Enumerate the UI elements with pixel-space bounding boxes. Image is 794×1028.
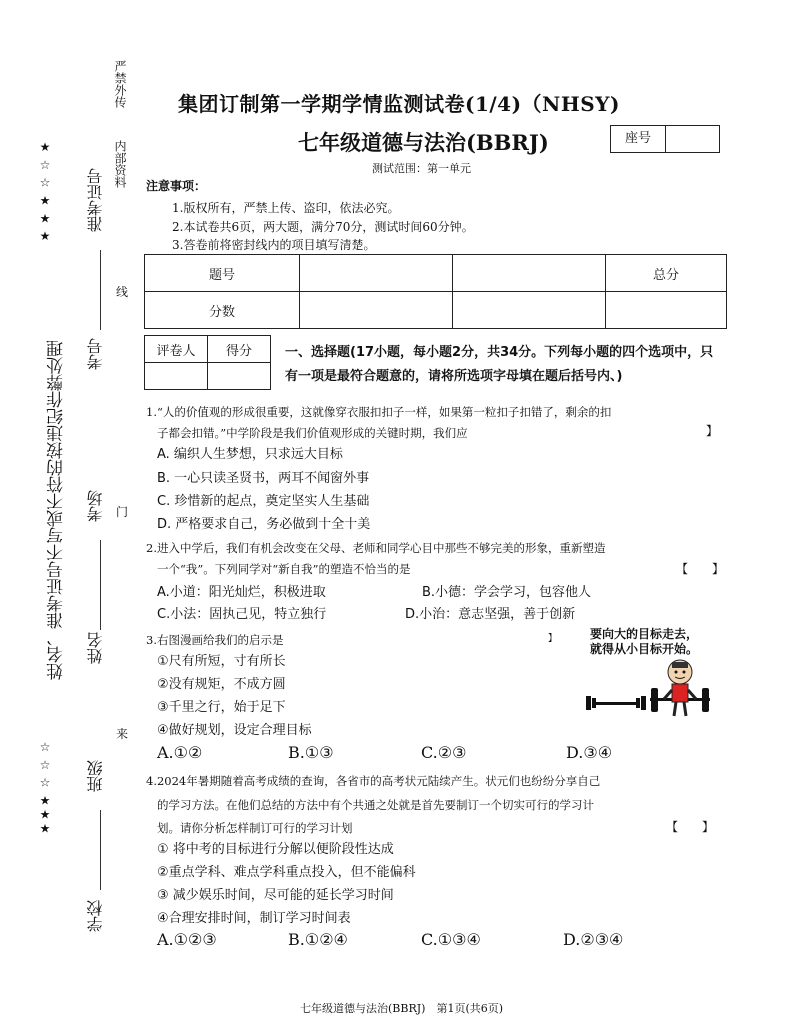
score-cell[interactable] — [300, 255, 453, 292]
q2-stem-line2: 一个“我”。下列同学对“新自我”的塑造不恰当的是 — [157, 562, 411, 576]
subject-title: 七年级道德与法治(BBRJ) — [298, 130, 549, 155]
grader-table — [144, 335, 271, 390]
q1-option-d[interactable]: D. 严格要求自己，务必做到十全十美 — [157, 517, 371, 532]
q4-stem-line3: 划。请你分析怎样制订可行的学习计划 — [157, 821, 353, 835]
seat-number-label: 座号 — [611, 126, 666, 152]
weightlifter-cartoon — [584, 658, 714, 720]
school-label: 学校 — [86, 900, 105, 932]
q1-answer-bracket[interactable]: 】 — [706, 424, 719, 438]
q2-answer-bracket[interactable]: 【 】 — [676, 562, 725, 576]
q1-stem-line1: 1.“人的价值观的形成很重要，这就像穿衣服扣扣子一样，如果第一粒扣子扣错了，剩余的扣 — [146, 405, 612, 419]
q2-option-a[interactable]: A.小道：阳光灿烂，积极进取 — [157, 585, 326, 600]
q1-stem-line2: 子都会扣错。”中学阶段是我们价值观形成的关键时期，我们应 — [157, 426, 468, 440]
q4-stem-line2: 的学习方法。在他们总结的方法中有个共通之处就是首先要制订一个切实可行的学习计 — [157, 798, 594, 812]
q3-item-2: ②没有规矩，不成方圆 — [157, 677, 286, 692]
notice-item: 2.本试卷共6页，两大题，满分70分，测试时间60分钟。 — [172, 220, 474, 234]
cartoon-caption-line: 要向大的目标走去， — [590, 627, 699, 641]
q4-item-4: ④合理安排时间，制订学习时间表 — [157, 911, 351, 926]
star-decor-top: ★ ☆ ☆ ★ ★ ★ — [38, 140, 52, 244]
q4-option-b[interactable]: B.①②④ — [288, 930, 348, 949]
q3-stem: 3.右图漫画给我们的启示是 — [146, 633, 284, 647]
cartoon-caption — [590, 627, 698, 657]
q4-item-3: ③ 减少娱乐时间，尽可能的延长学习时间 — [157, 888, 394, 903]
q3-item-3: ③千里之行，始于足下 — [157, 700, 286, 715]
points-cell[interactable] — [208, 363, 271, 390]
q4-stem-line1: 4.2024年暑期随着高考成绩的查询，各省市的高考状元陆续产生。状元们也纷纷分享自己 — [146, 774, 601, 788]
grader-cell[interactable] — [145, 363, 208, 390]
question-no-header: 题号 — [145, 255, 300, 292]
page-footer: 七年级道德与法治(BBRJ) 第1页(共6页) — [300, 1002, 504, 1015]
q3-item-1: ①尺有所短，寸有所长 — [157, 654, 286, 669]
notice-title: 注意事项： — [146, 179, 207, 193]
score-table — [144, 254, 727, 329]
q3-item-4: ④做好规划，设定合理目标 — [157, 723, 312, 738]
score-cell[interactable] — [453, 292, 606, 329]
margin-underline — [100, 540, 101, 630]
q4-item-2: ②重点学科、难点学科重点投入，但不能偏科 — [157, 865, 416, 880]
q4-option-c[interactable]: C.①③④ — [421, 930, 481, 949]
q2-option-b[interactable]: B.小德：学会学习，包容他人 — [422, 585, 592, 600]
exam-id-label: 准考证号 — [86, 168, 105, 232]
paper-title: 集团订制第一学期学情监测试卷(1/4)（NHSY) — [178, 92, 620, 116]
q3-option-b[interactable]: B.①③ — [288, 743, 334, 762]
q1-option-a[interactable]: A. 编织人生梦想，只求远大目标 — [157, 447, 343, 462]
internal-label: 内部资料 — [113, 140, 127, 188]
grader-header: 评卷人 — [145, 336, 208, 363]
exam-no-label: 考号 — [86, 338, 105, 370]
notice-item: 1.版权所有，严禁上传、盗印，依法必究。 — [172, 201, 400, 215]
score-cell[interactable] — [300, 292, 453, 329]
q4-item-1: ① 将中考的目标进行分解以便阶段性达成 — [157, 842, 394, 857]
top-secret-label: 严禁外传 — [113, 60, 127, 108]
room-label: 考场 — [86, 490, 105, 522]
q3-mark: 】 — [548, 634, 558, 644]
q3-option-d[interactable]: D.③④ — [566, 743, 613, 762]
margin-underline — [100, 810, 101, 890]
class-label: 班级 — [86, 760, 105, 792]
points-header: 得分 — [208, 336, 271, 363]
test-range: 测试范围：第一单元 — [372, 162, 471, 175]
q1-option-b[interactable]: B. 一心只读圣贤书，两耳不闻窗外事 — [157, 471, 370, 486]
notice-item: 3.答卷前将密封线内的项目填写清楚。 — [172, 238, 376, 252]
q4-answer-bracket[interactable]: 【 】 — [666, 820, 715, 834]
q2-option-d[interactable]: D.小治：意志坚强，善于创新 — [405, 607, 576, 622]
seal-line-char: 线 — [116, 285, 129, 299]
total-header: 总分 — [606, 255, 727, 292]
seal-come-char: 来 — [116, 727, 129, 741]
warning-text: 姓名、准考证号不写或不符的按违纪作弊处理 — [47, 340, 67, 680]
margin-underline — [100, 250, 101, 330]
q4-option-d[interactable]: D.②③④ — [563, 930, 624, 949]
seat-number-box[interactable] — [610, 125, 720, 153]
q3-option-a[interactable]: A.①② — [157, 743, 203, 762]
q2-option-c[interactable]: C.小法：固执己见，特立独行 — [157, 607, 327, 622]
score-row-header: 分数 — [145, 292, 300, 329]
seal-door-char: 门 — [116, 505, 129, 519]
q1-option-c[interactable]: C. 珍惜新的起点，奠定坚实人生基础 — [157, 494, 370, 509]
q4-option-a[interactable]: A.①②③ — [157, 930, 217, 949]
name-label: 姓名 — [86, 632, 105, 664]
star-decor-bottom: ☆ ☆ ☆ ★★★ — [38, 740, 52, 836]
q3-option-c[interactable]: C.②③ — [421, 743, 467, 762]
cartoon-caption-line: 就得从小目标开始。 — [590, 642, 699, 656]
total-score-cell[interactable] — [606, 292, 727, 329]
q2-stem-line1: 2.进入中学后，我们有机会改变在父母、老师和同学心目中那些不够完美的形象，重新塑造 — [146, 541, 606, 555]
score-cell[interactable] — [453, 255, 606, 292]
section-heading: 一、选择题(17小题，每小题2分，共34分。下列每小题的四个选项中，只有一项是最符合题意的，请将所选项字母填在题后括号内、) — [285, 345, 714, 384]
